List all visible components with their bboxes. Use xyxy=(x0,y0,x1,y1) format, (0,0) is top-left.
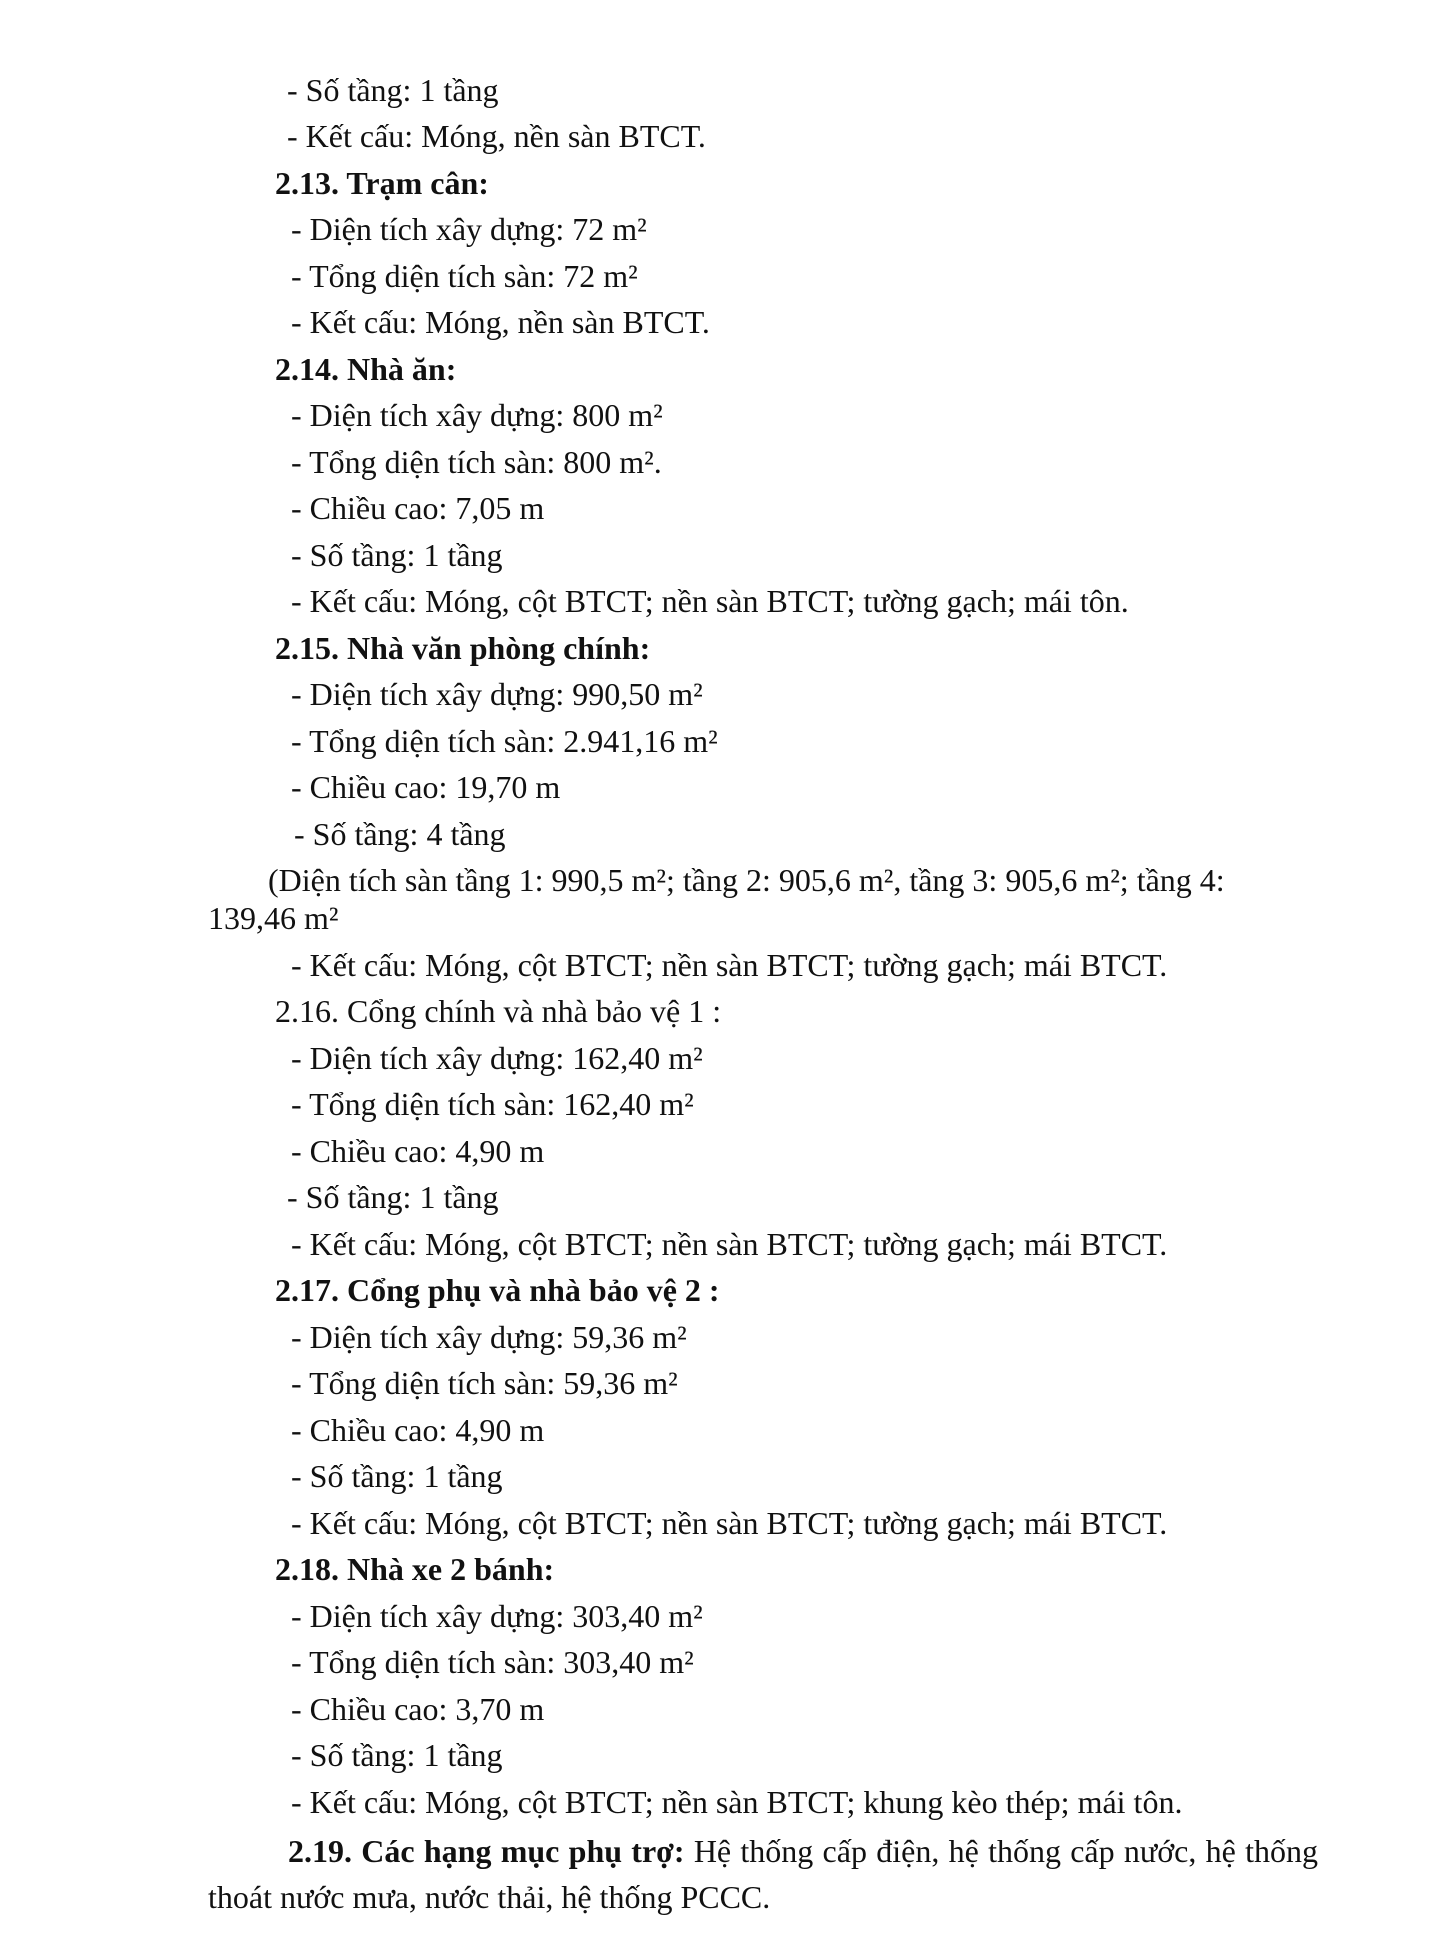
item-chieu-cao: - Chiều cao: 7,05 m xyxy=(291,490,545,526)
section-heading-2-19: 2.19. Các hạng mục phụ trợ: xyxy=(288,1833,685,1869)
item-dien-tich-xay-dung: - Diện tích xây dựng: 800 m² xyxy=(291,397,663,433)
item-so-tang: - Số tầng: 1 tầng xyxy=(291,537,503,573)
item-dien-tich-xay-dung: - Diện tích xây dựng: 303,40 m² xyxy=(291,1598,703,1634)
item-ket-cau: - Kết cấu: Móng, cột BTCT; nền sàn BTCT; tường gạch; mái tôn. xyxy=(291,583,1129,619)
item-ket-cau: - Kết cấu: Móng, cột BTCT; nền sàn BTCT; tường gạch; mái BTCT. xyxy=(291,1226,1168,1262)
item-so-tang: - Số tầng: 4 tầng xyxy=(294,816,506,852)
section-heading-2-18: 2.18. Nhà xe 2 bánh: xyxy=(275,1551,555,1587)
item-dien-tich-xay-dung: - Diện tích xây dựng: 72 m² xyxy=(291,211,647,247)
item-dien-tich-xay-dung: - Diện tích xây dựng: 990,50 m² xyxy=(291,676,703,712)
floor-area-note: (Diện tích sàn tầng 1: 990,5 m²; tầng 2: 905,6 m², tầng 3: 905,6 m²; tầng 4: xyxy=(268,862,1225,898)
item-so-tang: - Số tầng: 1 tầng xyxy=(291,1458,503,1494)
section-heading-2-14: 2.14. Nhà ăn: xyxy=(275,351,457,387)
item-ket-cau: - Kết cấu: Móng, cột BTCT; nền sàn BTCT; khung kèo thép; mái tôn. xyxy=(291,1784,1183,1820)
item-ket-cau: - Kết cấu: Móng, cột BTCT; nền sàn BTCT; tường gạch; mái BTCT. xyxy=(291,1505,1168,1541)
item-tong-dien-tich-san: - Tổng diện tích sàn: 800 m². xyxy=(291,444,662,480)
item-so-tang: - Số tầng: 1 tầng xyxy=(287,72,499,108)
item-chieu-cao: - Chiều cao: 19,70 m xyxy=(291,769,561,805)
section-heading-2-13: 2.13. Trạm cân: xyxy=(275,165,489,201)
section-heading-2-16: 2.16. Cổng chính và nhà bảo vệ 1 : xyxy=(275,993,722,1029)
floor-area-note-continued: 139,46 m² xyxy=(208,900,339,936)
section-2-19-paragraph xyxy=(208,1828,1318,1920)
item-so-tang: - Số tầng: 1 tầng xyxy=(287,1179,499,1215)
item-chieu-cao: - Chiều cao: 4,90 m xyxy=(291,1133,545,1169)
section-heading-2-17: 2.17. Cổng phụ và nhà bảo vệ 2 : xyxy=(275,1272,720,1308)
section-2-19-text: Hệ thống cấp điện, hệ thống cấp nước, hệ thống thoát nước mưa, nước thải, hệ thống PCCC. xyxy=(208,1833,1319,1915)
item-so-tang: - Số tầng: 1 tầng xyxy=(291,1737,503,1773)
item-dien-tich-xay-dung: - Diện tích xây dựng: 162,40 m² xyxy=(291,1040,703,1076)
item-dien-tich-xay-dung: - Diện tích xây dựng: 59,36 m² xyxy=(291,1319,687,1355)
item-ket-cau: - Kết cấu: Móng, nền sàn BTCT. xyxy=(291,304,710,340)
item-ket-cau: - Kết cấu: Móng, cột BTCT; nền sàn BTCT; tường gạch; mái BTCT. xyxy=(291,947,1168,983)
item-ket-cau: - Kết cấu: Móng, nền sàn BTCT. xyxy=(287,118,706,154)
item-tong-dien-tich-san: - Tổng diện tích sàn: 59,36 m² xyxy=(291,1365,678,1401)
item-tong-dien-tich-san: - Tổng diện tích sàn: 72 m² xyxy=(291,258,638,294)
section-heading-2-15: 2.15. Nhà văn phòng chính: xyxy=(275,630,651,666)
item-chieu-cao: - Chiều cao: 3,70 m xyxy=(291,1691,545,1727)
item-tong-dien-tich-san: - Tổng diện tích sàn: 162,40 m² xyxy=(291,1086,694,1122)
item-tong-dien-tich-san: - Tổng diện tích sàn: 2.941,16 m² xyxy=(291,723,718,759)
item-tong-dien-tich-san: - Tổng diện tích sàn: 303,40 m² xyxy=(291,1644,694,1680)
item-chieu-cao: - Chiều cao: 4,90 m xyxy=(291,1412,545,1448)
